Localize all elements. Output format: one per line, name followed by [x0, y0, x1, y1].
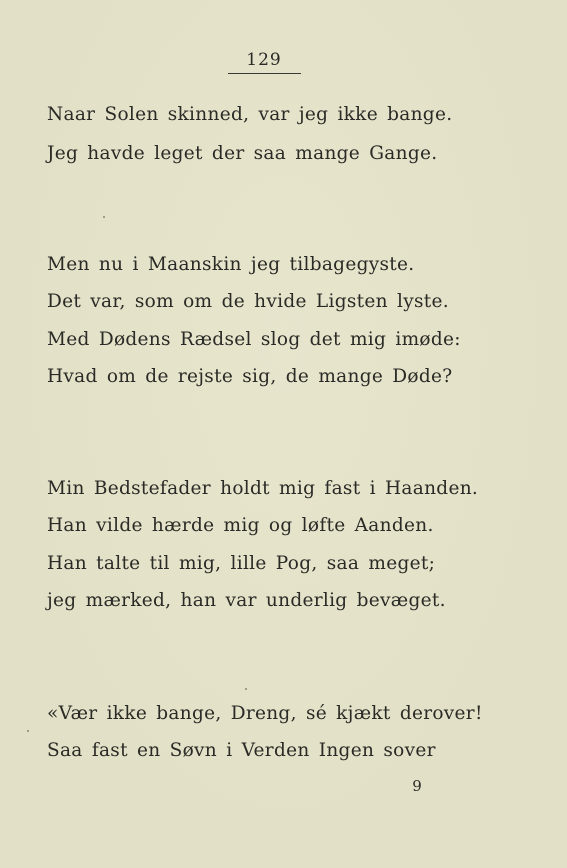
page-number: 129 [246, 50, 282, 70]
poem-line: Med Dødens Rædsel slog det mig imøde: [47, 329, 461, 350]
poem-line: Men nu i Maanskin jeg tilbagegyste. [47, 254, 415, 275]
poem-line: «Vær ikke bange, Dreng, sé kjækt derover! [47, 703, 483, 724]
poem-line: Han vilde hærde mig og løfte Aanden. [47, 515, 434, 536]
poem-line: Naar Solen skinned, var jeg ikke bange. [47, 104, 453, 125]
poem-line: Han talte til mig, lille Pog, saa meget; [47, 553, 436, 574]
paper-speck [245, 688, 247, 690]
paper-speck [27, 730, 29, 732]
poem-line: Jeg havde leget der saa mange Gange. [47, 143, 438, 164]
poem-line: Min Bedstefader holdt mig fast i Haanden. [47, 478, 479, 499]
paper-speck [103, 216, 105, 218]
signature-mark: 9 [412, 777, 422, 795]
poem-line: Saa fast en Søvn i Verden Ingen sover [47, 740, 436, 761]
poem-line: Det var, som om de hvide Ligsten lyste. [47, 291, 449, 312]
poem-line: Hvad om de rejste sig, de mange Døde? [47, 366, 453, 387]
header-rule [228, 73, 301, 74]
poem-line: jeg mærked, han var underlig bevæget. [47, 590, 446, 611]
